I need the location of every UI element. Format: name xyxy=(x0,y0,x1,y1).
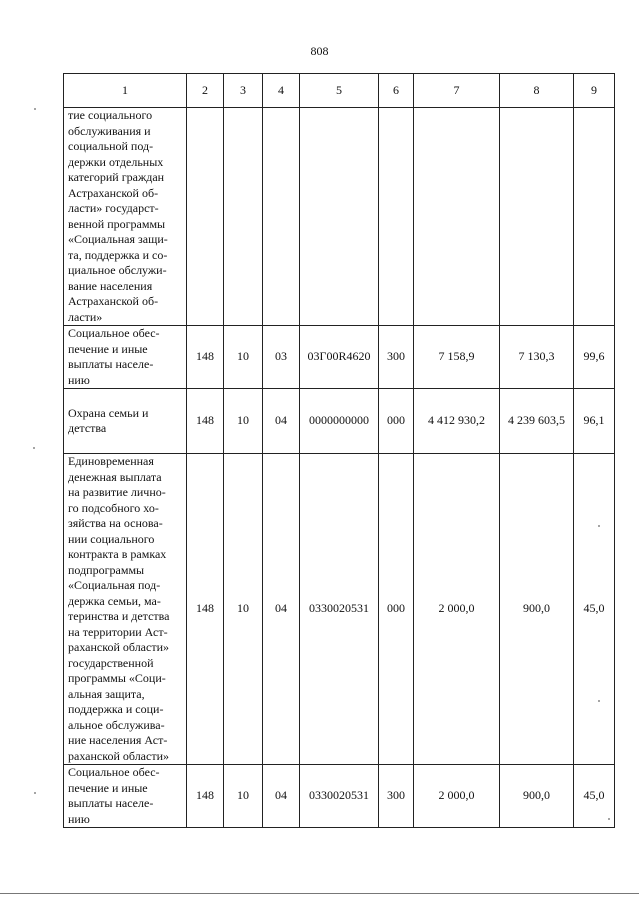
planned-amount-cell: 2 000,0 xyxy=(414,454,500,765)
expense-type-cell: 300 xyxy=(379,326,414,389)
header-cell: 8 xyxy=(500,74,574,108)
section-cell: 10 xyxy=(224,454,263,765)
actual-amount-cell xyxy=(500,108,574,326)
expense-type-cell xyxy=(379,108,414,326)
actual-amount-cell: 4 239 603,5 xyxy=(500,389,574,454)
budget-code-cell xyxy=(187,108,224,326)
expense-type-cell: 300 xyxy=(379,765,414,828)
actual-amount-cell: 7 130,3 xyxy=(500,326,574,389)
planned-amount-cell: 7 158,9 xyxy=(414,326,500,389)
subsection-cell: 03 xyxy=(263,326,300,389)
percent-cell: 99,6 xyxy=(574,326,615,389)
name-line: обслуживания и xyxy=(68,123,151,138)
percent-cell xyxy=(574,108,615,326)
name-line: на территории Аст- xyxy=(68,624,168,639)
row-name-cell xyxy=(64,389,187,454)
header-cell: 5 xyxy=(300,74,379,108)
name-line: контракта в рамках xyxy=(68,547,167,561)
name-line: выплаты населе- xyxy=(68,357,154,371)
budget-code-cell: 148 xyxy=(187,454,224,765)
table-row xyxy=(64,326,615,389)
target-article-cell: 0000000000 xyxy=(300,389,379,454)
scan-speck xyxy=(598,700,600,702)
header-cell: 9 xyxy=(574,74,615,108)
name-line: государственной xyxy=(68,655,154,670)
name-line: раханской области» xyxy=(68,748,169,763)
name-line: программы «Соци- xyxy=(68,671,166,685)
name-line: нию xyxy=(68,811,90,826)
name-line: держка семьи, ма- xyxy=(68,593,161,608)
name-line: категорий граждан xyxy=(68,170,165,184)
subsection-cell: 04 xyxy=(263,765,300,828)
name-line: нию xyxy=(68,372,90,387)
scan-speck xyxy=(34,108,36,110)
name-line: ние населения Аст- xyxy=(68,733,168,747)
page-number: 808 xyxy=(310,44,329,58)
name-line: выплаты населе- xyxy=(68,796,154,810)
name-line: Охрана семьи и xyxy=(68,405,149,420)
table-row xyxy=(64,108,615,326)
name-line: Единовременная xyxy=(68,454,154,468)
planned-amount-cell xyxy=(414,108,500,326)
name-line: зяйства на основа- xyxy=(68,516,163,530)
name-line: циальное обслужи- xyxy=(68,263,167,277)
header-cell: 3 xyxy=(224,74,263,108)
name-line: та, поддержка и со- xyxy=(68,247,168,262)
table-row xyxy=(64,389,615,454)
target-article-cell xyxy=(300,108,379,326)
scan-speck xyxy=(34,792,36,794)
budget-table xyxy=(63,73,615,828)
row-name-cell xyxy=(64,326,187,389)
planned-amount-cell: 2 000,0 xyxy=(414,765,500,828)
table-row xyxy=(64,765,615,828)
header-row xyxy=(64,74,615,108)
scan-speck xyxy=(598,525,600,527)
target-article-cell: 03Г00R4620 xyxy=(300,326,379,389)
percent-cell: 96,1 xyxy=(574,389,615,454)
row-name-cell xyxy=(64,454,187,765)
name-line: альное обслужива- xyxy=(68,717,165,732)
name-line: тие социального xyxy=(68,108,153,122)
name-line: социальной под- xyxy=(68,139,154,153)
planned-amount-cell: 4 412 930,2 xyxy=(414,389,500,454)
header-cell: 6 xyxy=(379,74,414,108)
name-line: поддержка и соци- xyxy=(68,702,164,716)
percent-cell: 45,0 xyxy=(574,765,615,828)
name-line: Астраханской об- xyxy=(68,185,159,200)
name-line: раханской области» xyxy=(68,640,169,654)
name-line: подпрограммы xyxy=(68,562,145,577)
subsection-cell: 04 xyxy=(263,454,300,765)
name-line: «Социальная защи- xyxy=(68,232,168,246)
name-line: альная защита, xyxy=(68,686,145,701)
name-line: печение и иные xyxy=(68,780,148,795)
name-line: детства xyxy=(68,421,107,435)
percent-cell: 45,0 xyxy=(574,454,615,765)
name-line: вание населения xyxy=(68,278,153,293)
name-line: Социальное обес- xyxy=(68,326,160,340)
name-line: нии социального xyxy=(68,531,155,546)
expense-type-cell: 000 xyxy=(379,454,414,765)
name-line: ласти» государст- xyxy=(68,201,159,215)
table-row xyxy=(64,454,615,765)
header-cell: 2 xyxy=(187,74,224,108)
section-cell xyxy=(224,108,263,326)
name-line: «Социальная под- xyxy=(68,578,161,592)
scan-speck xyxy=(33,447,35,449)
expense-type-cell: 000 xyxy=(379,389,414,454)
target-article-cell: 0330020531 xyxy=(300,454,379,765)
name-line: держки отдельных xyxy=(68,154,164,169)
section-cell: 10 xyxy=(224,389,263,454)
scan-speck xyxy=(608,818,610,820)
subsection-cell xyxy=(263,108,300,326)
subsection-cell: 04 xyxy=(263,389,300,454)
target-article-cell: 0330020531 xyxy=(300,765,379,828)
row-name-cell xyxy=(64,765,187,828)
header-cell: 7 xyxy=(414,74,500,108)
name-line: теринства и детства xyxy=(68,609,170,623)
name-line: ласти» xyxy=(68,309,103,324)
budget-code-cell: 148 xyxy=(187,326,224,389)
budget-code-cell: 148 xyxy=(187,389,224,454)
name-line: венной программы xyxy=(68,216,166,231)
row-name-cell xyxy=(64,108,187,326)
actual-amount-cell: 900,0 xyxy=(500,765,574,828)
header-cell: 4 xyxy=(263,74,300,108)
name-line: печение и иные xyxy=(68,341,148,356)
actual-amount-cell: 900,0 xyxy=(500,454,574,765)
section-cell: 10 xyxy=(224,326,263,389)
section-cell: 10 xyxy=(224,765,263,828)
scan-edge-line xyxy=(0,893,639,894)
name-line: денежная выплата xyxy=(68,469,162,484)
name-line: го подсобного хо- xyxy=(68,500,159,515)
name-line: на развитие лично- xyxy=(68,485,166,499)
header-cell: 1 xyxy=(64,74,187,108)
budget-code-cell: 148 xyxy=(187,765,224,828)
name-line: Астраханской об- xyxy=(68,294,159,308)
name-line: Социальное обес- xyxy=(68,765,160,779)
